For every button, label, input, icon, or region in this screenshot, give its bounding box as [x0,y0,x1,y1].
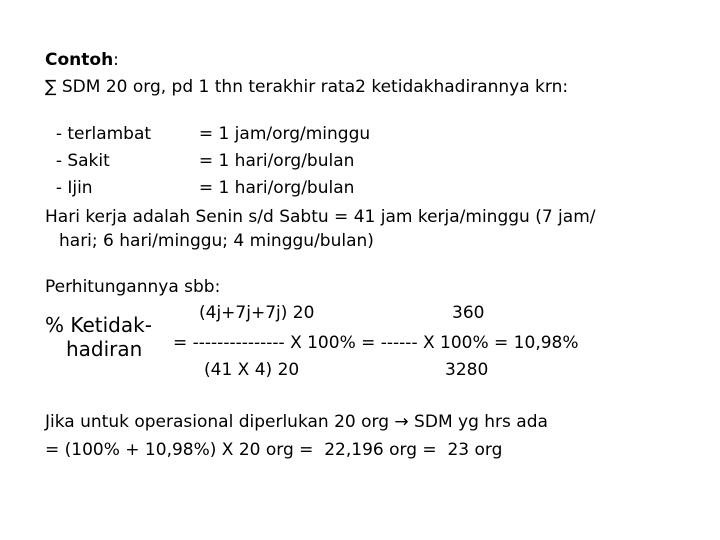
calc-numerator: (4j+7j+7j) 20 [199,303,315,323]
item-label: - Ijin [55,178,93,198]
workdays-line-1: Hari kerja adalah Senin s/d Sabtu = 41 jam kerja/minggu (7 jam/ [45,207,596,227]
workdays-line-2: hari; 6 hari/minggu; 4 minggu/bulan) [59,231,374,251]
item-value-ijin [188,158,354,198]
calc-label-2: hadiran [66,337,143,361]
item-row-ijin [45,158,93,198]
item-value: = 1 hari/org/bulan [198,151,355,171]
conclusion-line-1: Jika untuk operasional diperlukan 20 org → SDM yg hrs ada [45,412,548,432]
calc-heading: Perhitungannya sbb: [45,277,221,297]
item-value: = 1 jam/org/minggu [198,124,371,144]
intro-line [45,77,568,97]
item-label: - terlambat [55,124,152,144]
calc-denominator-2: 3280 [445,360,489,380]
conclusion-line-2: = (100% + 10,98%) X 20 org = 22,196 org = 23 org [45,440,503,460]
heading-label: Contoh [45,50,114,70]
calc-label-1: % Ketidak- [45,313,152,337]
calc-equation: = --------------- X 100% = ------ X 100% = 10,98% [173,333,579,353]
calc-numerator-2: 360 [452,303,485,323]
heading [45,50,119,70]
item-label: - Sakit [55,151,110,171]
sigma-symbol: ∑ [45,77,57,97]
heading-colon: : [113,50,119,70]
calc-denominator: (41 X 4) 20 [204,360,300,380]
intro-text: SDM 20 org, pd 1 thn terakhir rata2 ketidakhadirannya krn: [61,77,569,97]
item-value: = 1 hari/org/bulan [198,178,355,198]
